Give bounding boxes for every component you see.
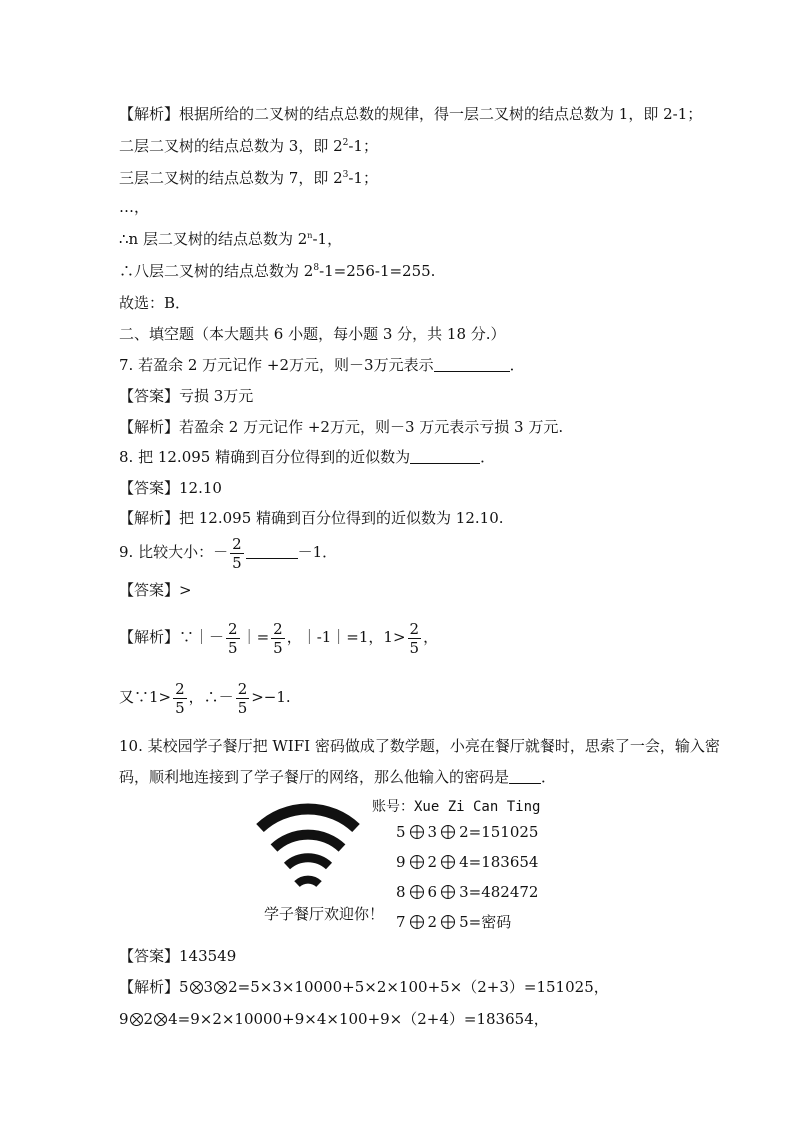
otimes-icon xyxy=(154,1013,167,1026)
analysis-label: 【解析】 xyxy=(119,105,180,123)
analysis-line-5: ∴n 层二叉树的结点总数为 2$^n$-1， xyxy=(119,230,343,248)
oplus-icon xyxy=(441,855,455,869)
oplus-icon xyxy=(410,855,424,869)
answer-blank xyxy=(509,769,541,784)
password-formula-row xyxy=(396,852,538,872)
analysis-line-6: ∴八层二叉树的结点总数为 $2^8-1=256-1=255$. xyxy=(119,262,436,280)
formula-operand: 2 xyxy=(427,853,438,871)
answer-blank xyxy=(246,544,298,559)
question-10-line-1: 10. 某校园学子餐厅把 WIFI 密码做成了数学题，小亮在餐厅就餐时，思索了一会，输入密 xyxy=(119,737,720,755)
wifi-arc-second xyxy=(274,835,342,848)
question-10-line-2: 码，顺利地连接到了学子餐厅的网络，那么他输入的密码是 ． xyxy=(119,768,557,786)
question-8: 8. 把 12.095 精确到百分位得到的近似数为 ． xyxy=(119,448,496,466)
analysis-9-line-2: 又∵1> $\frac{2}{5}$ ，∴－ $\frac{2}{5}$ >−1. xyxy=(119,679,291,717)
answer-7: 【答案】亏损 3万元 xyxy=(119,387,254,405)
fraction: $\frac{2}{5}$ xyxy=(409,619,420,657)
formula-result: 5=密码 xyxy=(459,913,512,931)
answer-blank xyxy=(434,357,510,372)
analysis-line-3: 三层二叉树的结点总数为 7，即 $2^3-1$； xyxy=(119,169,378,187)
fraction: $\frac{2}{5}$ xyxy=(175,679,185,717)
analysis-10-line-2: 9 2 4=9×2×10000+9×4×100+9×（2+4）=183654， xyxy=(119,1010,549,1028)
answer-8: 【答案】12.10 xyxy=(119,479,222,497)
wifi-icon xyxy=(250,800,366,900)
otimes-icon xyxy=(214,981,227,994)
oplus-icon xyxy=(410,915,424,929)
formula-operand: 2 xyxy=(427,913,438,931)
formula-operand: 8 xyxy=(396,883,406,901)
otimes-icon xyxy=(130,1013,143,1026)
password-formula-row xyxy=(396,912,511,932)
fraction: $\frac{2}{5}$ xyxy=(232,534,242,572)
wifi-arc-third xyxy=(287,858,329,866)
section-heading: 二、填空题（本大题共 6 小题，每小题 3 分，共 18 分.） xyxy=(119,325,506,343)
formula-result: 3=482472 xyxy=(459,883,539,901)
formula-operand: 5 xyxy=(396,823,406,841)
password-formula-row xyxy=(396,822,538,842)
oplus-icon xyxy=(441,885,455,899)
answer-blank xyxy=(410,449,480,464)
analysis-7: 【解析】若盈余 2 万元记作 +2万元，则－3 万元表示亏损 3 万元. xyxy=(119,418,564,436)
formula-result: 4=183654 xyxy=(459,853,539,871)
formula-operand: 9 xyxy=(396,853,406,871)
fraction: $\frac{2}{5}$ xyxy=(228,619,238,657)
analysis-line-4: …， xyxy=(119,198,150,216)
formula-result: 2=151025 xyxy=(459,823,539,841)
analysis-line-2: 二层二叉树的结点总数为 3，即 $2^2-1$； xyxy=(119,137,378,155)
analysis-10-line-1: 【解析】5 3 2=5×3×10000+5×2×100+5×（2+3）=151025， xyxy=(119,978,609,996)
analysis-8: 【解析】把 12.095 精确到百分位得到的近似数为 12.10. xyxy=(119,509,504,527)
oplus-icon xyxy=(441,915,455,929)
wifi-arc-inner xyxy=(297,880,319,884)
formula-operand: 6 xyxy=(427,883,438,901)
formula-operand: 3 xyxy=(427,823,438,841)
analysis-conclusion: 故选：B． xyxy=(119,294,191,312)
password-formula-row xyxy=(396,882,538,902)
formula-operand: 7 xyxy=(396,913,406,931)
fraction: $\frac{2}{5}$ xyxy=(237,679,248,717)
analysis-9-line-1: 【解析】∵｜－ $\frac{2}{5}$ ｜= $\frac{2}{5}$ ，｜-1｜=1，1> $\frac{2}{5}$ ， xyxy=(119,619,439,657)
oplus-icon xyxy=(410,825,424,839)
welcome-text: 学子餐厅欢迎你！ xyxy=(264,905,385,923)
wifi-arc-outer xyxy=(260,809,356,828)
question-9: 9. 比较大小：－ $\frac{2}{5}$ －1． xyxy=(119,534,338,572)
oplus-icon xyxy=(410,885,424,899)
fraction: $\frac{2}{5}$ xyxy=(273,619,283,657)
account-label: 账号：Xue Zi Can Ting xyxy=(372,799,541,815)
answer-9: 【答案】> xyxy=(119,581,192,599)
analysis-line-1: 【解析】根据所给的二叉树的结点总数的规律，得一层二叉树的结点总数为 1，即 2-1； xyxy=(119,105,703,123)
oplus-icon xyxy=(441,825,455,839)
otimes-icon xyxy=(190,981,203,994)
answer-10: 【答案】143549 xyxy=(119,947,237,965)
question-7: 7. 若盈余 2 万元记作 +2万元，则－3万元表示 ． xyxy=(119,356,525,374)
